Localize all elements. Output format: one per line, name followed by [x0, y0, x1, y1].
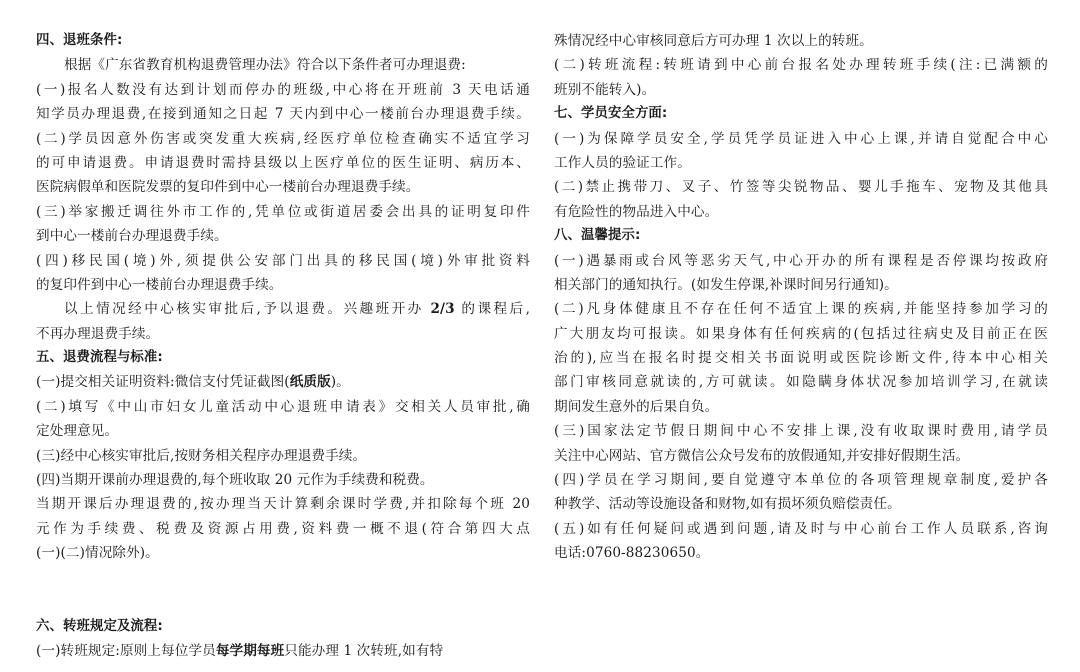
text-line [36, 297, 530, 321]
text-segment: 七、学员安全方面: [554, 106, 668, 122]
text-segment: (一)(二)情况除外)。 [36, 545, 159, 562]
text-line [36, 468, 530, 492]
section-heading [36, 29, 530, 53]
text-segment: 部门审核同意就读的,方可就读。如隐瞒身体状况参加培训学习,在就读 [554, 374, 1048, 391]
text-segment: )。 [330, 374, 350, 391]
text-segment: 医院病假单和医院发票的复印件到中心一楼前台办理退费手续。 [36, 179, 420, 196]
text-line [554, 322, 1048, 346]
text-line [36, 53, 530, 77]
text-line [554, 444, 1048, 468]
text-line [36, 419, 530, 443]
text-segment: 班别不能转入)。 [554, 81, 656, 98]
text-segment: (二)转班流程:转班请到中心前台报名处办理转班手续(注:已满额的 [554, 57, 1048, 74]
text-segment: 的可申请退费。申请退费时需持县级以上医疗单位的医生证明、病历本、 [36, 154, 530, 171]
text-segment: (三)国家法定节假日期间中心不安排上课,没有收取课时费用,请学员 [554, 423, 1048, 440]
text-line [554, 249, 1048, 273]
text-line [554, 53, 1048, 77]
text-segment: 期间发生意外的后果自负。 [554, 398, 719, 415]
section-heading [36, 615, 530, 639]
text-line [36, 492, 530, 516]
text-segment: 元作为手续费、税费及资源占用费,资料费一概不退(符合第四大点 [36, 520, 530, 537]
text-segment: 的复印件到中心一楼前台办理退费手续。 [36, 276, 283, 293]
text-segment: 以上情况经中心核实审批后,予以退费。兴趣班开办 [64, 301, 431, 318]
text-line [36, 102, 530, 126]
text-line [36, 541, 530, 565]
text-segment: 八、温馨提示: [554, 228, 641, 244]
text-line [554, 29, 1048, 53]
text-line [36, 175, 530, 199]
text-line [36, 395, 530, 419]
text-segment: (二)凡身体健康且不存在任何不适宜上课的疾病,并能坚持参加学习的 [554, 301, 1048, 318]
bold-text-segment: 纸质版 [289, 374, 331, 391]
text-segment: (一)转班规定:原则上每位学员 [36, 642, 216, 659]
text-line [554, 395, 1048, 419]
text-segment: 的课程后, [454, 301, 530, 318]
text-segment: 关注中心网站、官方微信公众号发布的放假通知,并安排好假期生活。 [554, 447, 970, 464]
text-line [36, 639, 530, 663]
text-line [36, 224, 530, 248]
text-line [36, 444, 530, 468]
text-segment: (一)遇暴雨或台风等恶劣天气,中心开办的所有课程是否停课均按政府 [554, 252, 1048, 269]
text-segment: (一)报名人数没有达到计划而停办的班级,中心将在开班前 3 天电话通 [36, 81, 530, 98]
text-line [36, 273, 530, 297]
text-segment: 四、退班条件: [36, 33, 123, 48]
text-segment: (二)学员因意外伤害或突发重大疾病,经医疗单位检查确实不适宜学习 [36, 130, 530, 147]
text-line [36, 78, 530, 102]
section-heading [36, 346, 530, 370]
text-segment: 不再办理退费手续。 [36, 325, 160, 342]
text-line [554, 273, 1048, 297]
bold-text-segment: 2/3 [430, 301, 455, 318]
text-line [554, 200, 1048, 224]
text-segment: (一)提交相关证明资料:微信支付凭证截图( [36, 374, 290, 391]
text-segment: (五)如有任何疑问或遇到问题,请及时与中心前台工作人员联系,咨询 [554, 520, 1048, 537]
bold-text-segment: 每学期每班 [215, 642, 285, 659]
text-line [554, 370, 1048, 394]
text-segment: 当期开课后办理退费的,按办理当天计算剩余课时学费,并扣除每个班 20 [36, 496, 530, 513]
text-line [36, 517, 530, 541]
text-line [554, 468, 1048, 492]
text-segment: (四)移民国(境)外,须提供公安部门出具的移民国(境)外审批资料 [36, 252, 530, 269]
right-column [554, 29, 1048, 566]
text-line [36, 127, 530, 151]
text-line [36, 249, 530, 273]
text-segment: 根据《广东省教育机构退费管理办法》符合以下条件者可办理退费: [64, 57, 466, 74]
text-line [554, 175, 1048, 199]
text-line [554, 492, 1048, 516]
text-line [36, 200, 530, 224]
text-segment: 工作人员的验证工作。 [554, 154, 691, 171]
text-line [554, 127, 1048, 151]
text-line [36, 322, 530, 346]
text-line [36, 151, 530, 175]
text-segment: (二)填写《中山市妇女儿童活动中心退班申请表》交相关人员审批,确 [36, 398, 530, 415]
text-line [36, 370, 530, 394]
text-segment: 治的),应当在报名时提交相关书面说明或医院诊断文件,待本中心相关 [554, 350, 1048, 367]
text-segment: 广大朋友均可报读。如果身体有任何疾病的(包括过往病史及目前正在医 [554, 325, 1048, 342]
text-segment: (三)举家搬迁调往外市工作的,凭单位或街道居委会出具的证明复印件 [36, 203, 530, 220]
text-segment: 有危险性的物品进入中心。 [554, 203, 719, 220]
text-segment: 殊情况经中心审核同意后方可办理 1 次以上的转班。 [554, 33, 873, 49]
paragraph-gap [36, 566, 530, 615]
text-line [554, 517, 1048, 541]
text-segment: 定处理意见。 [36, 423, 119, 440]
text-segment: (四)当期开课前办理退费的,每个班收取 20 元作为手续费和税费。 [36, 472, 434, 489]
text-segment: (四)学员在学习期间,要自觉遵守本单位的各项管理规章制度,爱护各 [554, 472, 1048, 489]
text-line [554, 78, 1048, 102]
section-heading [554, 224, 1048, 248]
text-segment: 相关部门的通知执行。(如发生停课,补课时间另行通知)。 [554, 276, 898, 293]
left-column [36, 29, 530, 663]
text-line [554, 297, 1048, 321]
text-segment: 种教学、活动等设施设备和财物,如有损坏须负赔偿责任。 [554, 496, 901, 513]
text-line [554, 346, 1048, 370]
text-segment: (三)经中心核实审批后,按财务相关程序办理退费手续。 [36, 447, 367, 464]
text-segment: 到中心一楼前台办理退费手续。 [36, 228, 228, 245]
text-segment: (二)禁止携带刀、叉子、竹签等尖锐物品、婴儿手拖车、宠物及其他具 [554, 179, 1048, 196]
text-segment: 六、转班规定及流程: [36, 618, 163, 634]
text-segment: 只能办理 1 次转班,如有特 [284, 642, 444, 659]
text-line [554, 151, 1048, 175]
text-segment: 五、退费流程与标准: [36, 350, 163, 366]
text-line [554, 419, 1048, 443]
text-line [554, 541, 1048, 565]
section-heading [554, 102, 1048, 126]
text-segment: 知学员办理退费,在接到通知之日起 7 天内到中心一楼前台办理退费手续。 [36, 106, 530, 123]
text-segment: 电话:0760-88230650。 [554, 545, 710, 562]
text-segment: (一)为保障学员安全,学员凭学员证进入中心上课,并请自觉配合中心 [554, 130, 1048, 147]
